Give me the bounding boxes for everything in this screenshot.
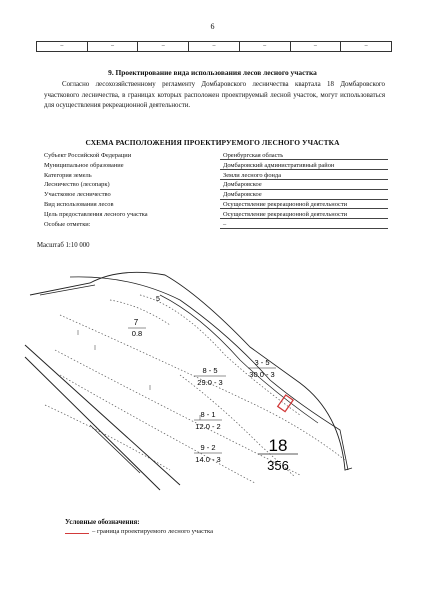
field-label: Муниципальное образование [44, 161, 124, 169]
field-row [44, 151, 388, 161]
dotted-line [140, 295, 300, 415]
road-line [25, 345, 180, 485]
legend-boundary-swatch [65, 533, 89, 534]
project-plot [278, 395, 293, 412]
vydel-number: 7 [133, 318, 139, 327]
dotted-line [78, 330, 200, 420]
vydel-label [156, 296, 160, 303]
field-label: Цель предоставления лесного участка [44, 210, 148, 218]
dotted-line [60, 315, 345, 460]
vydel-area: 14.0 - 3 [195, 455, 221, 464]
field-value: Домбаровское [220, 180, 388, 189]
boundary-line [40, 285, 95, 295]
legend-title: Условные обозначения: [65, 518, 140, 526]
legend-item: – граница проектируемого лесного участка [92, 528, 213, 535]
field-row [44, 200, 388, 210]
field-row [44, 171, 388, 181]
forest-map [0, 255, 425, 495]
field-value: Осуществление рекреационной деятельности [220, 210, 388, 219]
field-value: Домбаровское [220, 190, 388, 199]
vydel-number: 5 [156, 296, 160, 303]
field-value: Оренбургская область [220, 151, 388, 160]
field-row [44, 220, 388, 230]
road-line [25, 357, 160, 490]
quarter-label [258, 436, 298, 473]
section-title: 9. Проектирование вида использования лесов лесного участка [108, 68, 317, 77]
table-cell: – [189, 42, 240, 52]
field-value: – [220, 220, 388, 229]
vydel-label [194, 443, 222, 464]
quarter-boundary [30, 272, 352, 470]
quarter-number: 18 [268, 436, 288, 455]
table-cell: – [341, 42, 392, 52]
table-cell: – [239, 42, 290, 52]
quarter-area: 356 [267, 458, 289, 473]
page-number: 6 [210, 22, 215, 31]
field-row [44, 190, 388, 200]
field-value: Осуществление рекреационной деятельности [220, 200, 388, 209]
table-cell: – [87, 42, 138, 52]
summary-table [36, 41, 392, 52]
table-cell: – [290, 42, 341, 52]
table-row [37, 42, 392, 52]
dotted-line [110, 300, 170, 325]
field-row [44, 210, 388, 220]
schema-fields [44, 151, 388, 229]
field-row [44, 161, 388, 171]
section-body: Согласно лесохозяйственному регламенту Домбаровского лесничества квартала 18 Домбаровского участкового лесничества, в границах которых расположен проектируемый лесной участок, могут использоваться для осуществления рекреационной деятельности. [44, 81, 385, 110]
field-label: Вид использования лесов [44, 200, 114, 208]
vydel-number: 3 - 5 [254, 358, 270, 367]
vydel-label [194, 410, 222, 431]
vydel-area: 30.0 - 3 [249, 370, 275, 379]
table-cell: – [37, 42, 88, 52]
field-value: Домбаровский административный район [220, 161, 388, 170]
vydel-number: 8 - 1 [200, 410, 216, 419]
vydel-area: 29.0 - 3 [197, 378, 223, 387]
vydel-area: 12.0 - 2 [195, 422, 221, 431]
vydel-label [128, 318, 146, 338]
field-label: Особые отметки: [44, 220, 91, 228]
field-label: Лесничество (лесопарк) [44, 181, 110, 189]
vydel-number: 9 - 2 [200, 443, 216, 452]
dotted-line [45, 405, 170, 470]
vydel-label [194, 366, 226, 387]
road-line [160, 295, 318, 423]
road-line [90, 425, 140, 473]
table-cell: – [138, 42, 189, 52]
field-label: Субъект Российской Федерации [44, 152, 132, 159]
field-label: Участковое лесничество [44, 191, 111, 199]
field-label: Категория земель [44, 171, 92, 179]
field-value: Земли лесного фонда [220, 171, 388, 180]
schema-title: СХЕМА РАСПОЛОЖЕНИЯ ПРОЕКТИРУЕМОГО ЛЕСНОГО УЧАСТКА [85, 138, 340, 147]
vydel-area: 0.8 [131, 329, 143, 338]
field-row [44, 180, 388, 190]
map-scale: Масштаб 1:10 000 [37, 242, 90, 249]
vydel-number: 8 - 5 [202, 366, 218, 375]
